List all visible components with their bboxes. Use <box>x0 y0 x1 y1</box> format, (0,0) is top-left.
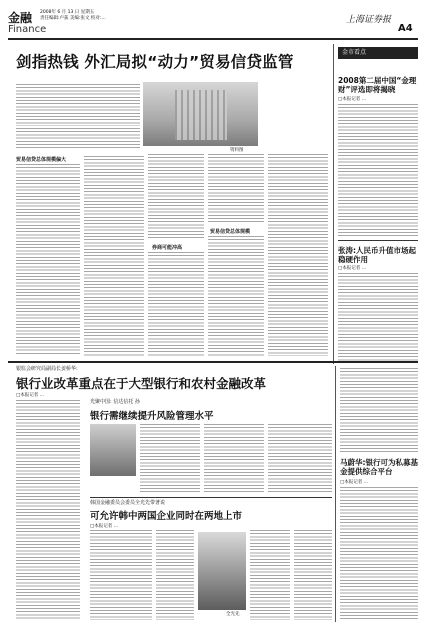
sidebar-story1-title: 2008第二届中国“金理财”评选即将揭晓 <box>338 76 417 94</box>
section-label-en: Finance <box>8 24 47 35</box>
sidebar-tag <box>338 47 418 59</box>
lead-col-4 <box>208 154 264 224</box>
lead-subhead-2: 贸易信贷总体规模 <box>210 229 251 235</box>
third-col-2 <box>156 530 194 620</box>
lead-col-2 <box>84 156 144 356</box>
lead-col-5 <box>268 154 328 356</box>
third-kicker: 韩国金融委员会委员全光先带著说 <box>90 500 166 506</box>
issue-meta-line1: 2008年 6 月 13 日 星期五 <box>40 10 95 15</box>
sidebar-story3-title: 马蔚华:银行可为私募基金提供综合平台 <box>340 458 418 476</box>
second-kicker: 银监会研究局副局长姜桥华: <box>16 366 78 372</box>
second-headline: 银行业改革重点在于大型银行和农村金融改革 <box>16 376 267 391</box>
paper-name: 上海证券报 <box>346 15 392 25</box>
sidebar-story3-text <box>340 487 418 620</box>
lead-col-4b <box>208 236 264 356</box>
right-col-upper <box>340 368 418 452</box>
second-byline: □本报记者 ... <box>16 393 44 398</box>
sub-col-2 <box>204 424 264 494</box>
third-byline: □本报记者 ... <box>90 524 118 529</box>
page-number: A4 <box>398 23 413 34</box>
third-col-3 <box>250 530 290 620</box>
lead-subhead: 贸易信贷总体规模偏大 <box>16 157 67 163</box>
sub-col-1 <box>140 424 200 494</box>
third-col-1 <box>90 530 152 620</box>
sidebar-story2-byline: □本报记者 ... <box>338 266 366 271</box>
building-facade <box>175 90 227 140</box>
lead-photo-caption: 资料图 <box>230 148 244 153</box>
section-label-cn: 金融 <box>8 11 33 25</box>
third-col-4 <box>294 530 332 620</box>
third-portrait <box>198 532 246 610</box>
lead-intro-text-2 <box>16 128 140 150</box>
sub-headline: 银行需继续提升风险管理水平 <box>90 411 214 422</box>
section-rule-1 <box>8 361 418 363</box>
lead-headline: 剑指热钱 外汇局拟“动力”贸易信贷监管 <box>16 53 294 71</box>
second-col-1 <box>16 400 80 620</box>
sub-portrait <box>90 424 136 476</box>
masthead-rule <box>8 38 418 40</box>
sub-kicker: 光聚中国: 信达信托 孙 <box>90 399 140 405</box>
lead-intro-text <box>16 84 140 126</box>
sidebar-story2-text <box>338 273 418 361</box>
sidebar-divider <box>333 44 334 364</box>
sidebar-story2-title: 张涛:人民币升值市场起稳硬作用 <box>338 246 416 264</box>
third-headline: 可允许韩中两国企业同时在两地上市 <box>90 511 243 522</box>
issue-meta-line2: 责任编辑:卢荻 美编:张文 校对:... <box>40 16 106 21</box>
lead-col-3 <box>148 154 204 240</box>
lead-subhead-3: 券商可能冲高 <box>152 245 183 251</box>
sidebar-rule-1 <box>338 240 418 241</box>
sidebar-story1-byline: □本报记者 ... <box>338 97 366 102</box>
lead-col-3b <box>148 252 204 356</box>
third-photo-caption: 全光先 <box>226 612 240 617</box>
sidebar-tag-label: 金市看点 <box>342 49 367 56</box>
sidebar-story1-text <box>338 104 418 236</box>
lead-col-1 <box>16 164 80 356</box>
sub-rule <box>90 497 332 498</box>
sub-col-3 <box>268 424 332 494</box>
lower-divider <box>335 366 336 622</box>
sidebar-story3-byline: □本报记者 ... <box>340 480 368 485</box>
